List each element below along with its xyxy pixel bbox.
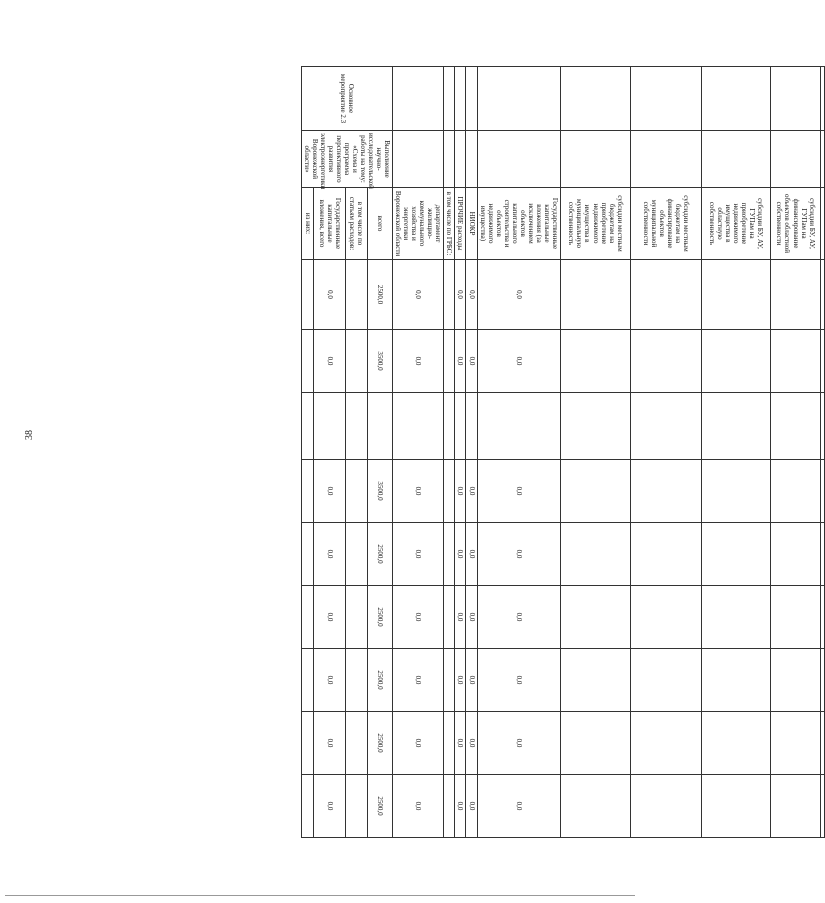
- value-cell: [702, 393, 771, 460]
- value-cell: 0,0: [466, 775, 477, 838]
- value-cell: [771, 712, 821, 775]
- value-cell: [821, 460, 825, 523]
- value-cell: 0,0: [393, 586, 444, 649]
- table-row: [561, 67, 631, 838]
- value-cell: 0,0: [477, 460, 560, 523]
- value-cell: [631, 586, 702, 649]
- value-cell: 0,0: [477, 649, 560, 712]
- row-first-cell: [466, 67, 477, 131]
- value-cell: [702, 712, 771, 775]
- value-cell: [702, 586, 771, 649]
- value-cell: 0,0: [314, 260, 346, 330]
- value-cell: [444, 393, 455, 460]
- row-second-cell: [444, 131, 455, 188]
- row-first-cell: [455, 67, 466, 131]
- value-cell: [821, 260, 825, 330]
- value-cell: 0,0: [455, 586, 466, 649]
- value-cell: [702, 649, 771, 712]
- value-cell: 0,0: [477, 330, 560, 393]
- value-cell: [771, 649, 821, 712]
- value-cell: [346, 260, 367, 330]
- budget-table: [301, 66, 825, 838]
- value-cell: [631, 260, 702, 330]
- value-cell: 0,0: [477, 586, 560, 649]
- row-first-cell: [561, 67, 631, 131]
- value-cell: [301, 649, 314, 712]
- value-cell: [702, 523, 771, 586]
- value-cell: 0,0: [314, 649, 346, 712]
- table-row: [367, 67, 393, 838]
- value-cell: [702, 260, 771, 330]
- row-label-cell: субсидии БУ, АУ, ГУПам на приобретение недвижимого имущества в областную собственность: [702, 188, 771, 260]
- table-row: [444, 67, 455, 838]
- value-cell: [444, 649, 455, 712]
- row-second-cell: [393, 131, 444, 188]
- row-label-cell: субсидии местным бюджетам на приобретение недвижимого имущества в муниципальную собственность: [561, 188, 631, 260]
- value-cell: [771, 523, 821, 586]
- value-cell: [561, 586, 631, 649]
- value-cell: [561, 260, 631, 330]
- row-first-cell: [393, 67, 444, 131]
- value-cell: 0,0: [466, 523, 477, 586]
- row-second-cell: [561, 131, 631, 188]
- value-cell: 0,0: [466, 260, 477, 330]
- value-cell: [631, 649, 702, 712]
- page-number: 38: [24, 430, 35, 440]
- value-cell: [561, 712, 631, 775]
- row-first-cell: [477, 67, 560, 131]
- value-cell: [393, 393, 444, 460]
- value-cell: [821, 775, 825, 838]
- row-first-cell: [771, 67, 821, 131]
- table-row: [821, 67, 825, 838]
- value-cell: [444, 712, 455, 775]
- value-cell: 0,0: [466, 649, 477, 712]
- row-label-cell: Государственные капитальные вложения (за исключением объектов капитального строительства и объектов недвижимого имущества): [477, 188, 560, 260]
- value-cell: [702, 330, 771, 393]
- value-cell: [444, 586, 455, 649]
- value-cell: [444, 775, 455, 838]
- row-first-cell: [821, 67, 825, 131]
- value-cell: [771, 260, 821, 330]
- activity-title-cell: Выполнение научно-исследовательской работы на тему: «Схема и программа перспективного развития электроэнергетики Воронежской области»: [301, 131, 393, 188]
- value-cell: 0,0: [393, 523, 444, 586]
- value-cell: [561, 775, 631, 838]
- value-cell: [301, 393, 314, 460]
- value-cell: 0,0: [393, 330, 444, 393]
- value-cell: 0,0: [455, 712, 466, 775]
- table-row: [631, 67, 702, 838]
- value-cell: 0,0: [466, 712, 477, 775]
- row-second-cell: [466, 131, 477, 188]
- row-label-cell: в том числе по ГРБС:: [444, 188, 455, 260]
- value-cell: [702, 775, 771, 838]
- value-cell: [561, 460, 631, 523]
- value-cell: 0,0: [455, 330, 466, 393]
- value-cell: [301, 712, 314, 775]
- value-cell: [821, 393, 825, 460]
- value-cell: [561, 393, 631, 460]
- value-cell: 0,0: [455, 460, 466, 523]
- value-cell: 0,0: [393, 260, 444, 330]
- value-cell: [771, 586, 821, 649]
- row-label-cell: субсидии БУ, АУ, ГУПам на финансирование объектов областной собственности: [771, 188, 821, 260]
- value-cell: 2500,0: [367, 260, 393, 330]
- value-cell: 0,0: [314, 330, 346, 393]
- value-cell: 0,0: [466, 460, 477, 523]
- value-cell: [346, 586, 367, 649]
- value-cell: [346, 775, 367, 838]
- row-second-cell: [455, 131, 466, 188]
- value-cell: 0,0: [314, 523, 346, 586]
- value-cell: [346, 460, 367, 523]
- value-cell: [301, 586, 314, 649]
- value-cell: [301, 523, 314, 586]
- value-cell: [702, 460, 771, 523]
- value-cell: 2500,0: [367, 586, 393, 649]
- bottom-edge-line: [5, 895, 635, 896]
- value-cell: 0,0: [314, 712, 346, 775]
- row-second-cell: [771, 131, 821, 188]
- value-cell: 0,0: [393, 775, 444, 838]
- value-cell: 0,0: [477, 712, 560, 775]
- value-cell: [821, 586, 825, 649]
- value-cell: [455, 393, 466, 460]
- value-cell: [821, 712, 825, 775]
- value-cell: [301, 775, 314, 838]
- value-cell: 3500,0: [367, 460, 393, 523]
- value-cell: [821, 523, 825, 586]
- table-row: [702, 67, 771, 838]
- table-row: [455, 67, 466, 838]
- value-cell: [346, 649, 367, 712]
- value-cell: 0,0: [393, 712, 444, 775]
- value-cell: [771, 775, 821, 838]
- value-cell: 2500,0: [367, 649, 393, 712]
- value-cell: 0,0: [455, 523, 466, 586]
- table-row: [477, 67, 560, 838]
- value-cell: [346, 712, 367, 775]
- activity-code-cell: Основное мероприятие 2.3: [301, 67, 393, 131]
- value-cell: 0,0: [455, 649, 466, 712]
- value-cell: [821, 330, 825, 393]
- value-cell: [631, 523, 702, 586]
- row-label-cell: Государственные капитальные вложения, всего: [314, 188, 346, 260]
- value-cell: [444, 460, 455, 523]
- value-cell: 0,0: [314, 775, 346, 838]
- value-cell: [631, 712, 702, 775]
- value-cell: 0,0: [477, 523, 560, 586]
- value-cell: [631, 393, 702, 460]
- value-cell: [314, 393, 346, 460]
- value-cell: [346, 523, 367, 586]
- value-cell: [561, 649, 631, 712]
- value-cell: [301, 260, 314, 330]
- value-cell: 2500,0: [367, 775, 393, 838]
- row-first-cell: [631, 67, 702, 131]
- row-second-cell: [477, 131, 560, 188]
- value-cell: [631, 775, 702, 838]
- value-cell: 0,0: [477, 260, 560, 330]
- value-cell: 0,0: [455, 775, 466, 838]
- value-cell: [346, 393, 367, 460]
- row-label-cell: из них:: [301, 188, 314, 260]
- row-label-cell: ПРОЧИЕ расходы: [455, 188, 466, 260]
- value-cell: [631, 330, 702, 393]
- row-second-cell: [821, 131, 825, 188]
- row-label-cell: субсидии местным бюджетам на финансирование объектов муниципальной собственности: [631, 188, 702, 260]
- value-cell: 0,0: [314, 460, 346, 523]
- value-cell: [631, 460, 702, 523]
- value-cell: [444, 260, 455, 330]
- value-cell: [771, 393, 821, 460]
- row-first-cell: [702, 67, 771, 131]
- row-label-cell: департамент жилищно-коммунального хозяйства и энергетики Воронежской области: [393, 188, 444, 260]
- value-cell: [301, 460, 314, 523]
- value-cell: [301, 330, 314, 393]
- value-cell: 2500,0: [367, 712, 393, 775]
- value-cell: 0,0: [466, 330, 477, 393]
- value-cell: 0,0: [477, 775, 560, 838]
- value-cell: [444, 523, 455, 586]
- table-row: [771, 67, 821, 838]
- value-cell: [771, 460, 821, 523]
- value-cell: [346, 330, 367, 393]
- table-row: [466, 67, 477, 838]
- budget-table-wrapper: [54, 66, 816, 837]
- value-cell: [821, 649, 825, 712]
- value-cell: [561, 330, 631, 393]
- table-row: [393, 67, 444, 838]
- value-cell: [771, 330, 821, 393]
- value-cell: [444, 330, 455, 393]
- value-cell: [367, 393, 393, 460]
- value-cell: [466, 393, 477, 460]
- value-cell: [477, 393, 560, 460]
- value-cell: 0,0: [393, 649, 444, 712]
- row-label-cell: всего: [367, 188, 393, 260]
- row-label-cell: в том числе по статьям расходов:: [346, 188, 367, 260]
- row-second-cell: [631, 131, 702, 188]
- value-cell: 0,0: [455, 260, 466, 330]
- value-cell: 2500,0: [367, 523, 393, 586]
- value-cell: 0,0: [466, 586, 477, 649]
- row-second-cell: [702, 131, 771, 188]
- row-label-cell: НИОКР: [466, 188, 477, 260]
- value-cell: 3500,0: [367, 330, 393, 393]
- row-first-cell: [444, 67, 455, 131]
- value-cell: 0,0: [314, 586, 346, 649]
- value-cell: [561, 523, 631, 586]
- value-cell: 0,0: [393, 460, 444, 523]
- row-label-cell: [821, 188, 825, 260]
